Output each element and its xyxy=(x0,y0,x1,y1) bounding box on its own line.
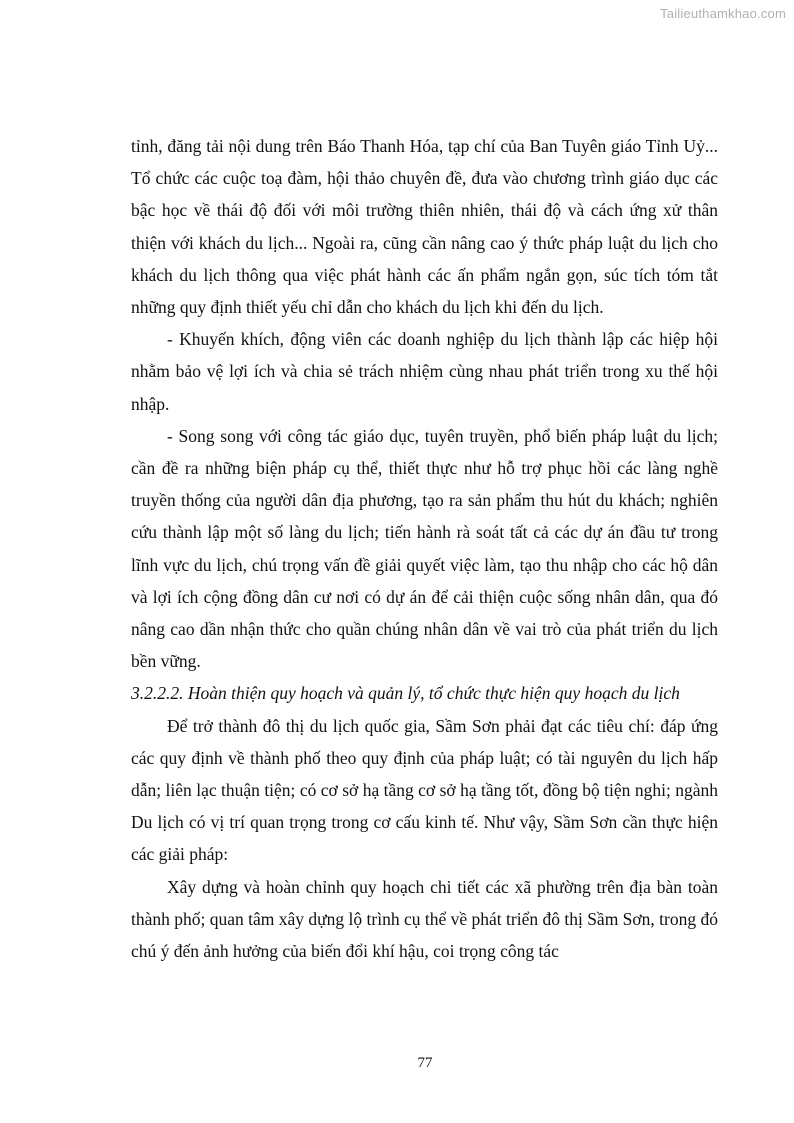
paragraph-criteria: Để trở thành đô thị du lịch quốc gia, Sầm Sơn phải đạt các tiêu chí: đáp ứng các quy định về thành phố theo quy định của pháp luật; có tài nguyên du lịch hấp dẫn; liên lạc thuận tiện; có cơ sở hạ tầng cơ sở hạ tầng tốt, đồng bộ tiện nghi; ngành Du lịch có vị trí quan trọng trong cơ cấu kinh tế. Như vậy, Sầm Sơn cần thực hiện các giải pháp: xyxy=(131,715,718,865)
paragraph-bullet-education-measures: - Song song với công tác giáo dục, tuyên truyền, phổ biến pháp luật du lịch; cần đề ra những biện pháp cụ thể, thiết thực như hỗ trợ phục hồi các làng nghề truyền thống của người dân địa phương, tạo ra sản phẩm thu hút du khách; nghiên cứu thành lập một số làng du lịch; tiến hành rà soát tất cả các dự án đầu tư trong lĩnh vực du lịch, chú trọng vấn đề giải quyết việc làm, tạo thu nhập cho các hộ dân và lợi ích cộng đồng dân cư nơi có dự án để cải thiện cuộc sống nhân dân, qua đó nâng cao dần nhận thức cho quần chúng nhân dân về vai trò của phát triển du lịch bền vững. xyxy=(131,425,718,672)
watermark: Tailieuthamkhao.com xyxy=(660,6,786,21)
document-body xyxy=(131,130,718,967)
paragraph-continuation: tỉnh, đăng tải nội dung trên Báo Thanh Hóa, tạp chí của Ban Tuyên giáo Tỉnh Uỷ... Tổ chức các cuộc toạ đàm, hội thảo chuyên đề, đưa vào chương trình giáo dục các bậc học về thái độ đối với môi trường thiên nhiên, thái độ và cách ứng xử thân thiện với khách du lịch... Ngoài ra, cũng cần nâng cao ý thức pháp luật du lịch cho khách du lịch thông qua việc phát hành các ấn phẩm ngắn gọn, súc tích tóm tắt những quy định thiết yếu chỉ dẫn cho khách du lịch khi đến du lịch. xyxy=(131,136,718,318)
paragraph-planning: Xây dựng và hoàn chỉnh quy hoạch chi tiết các xã phường trên địa bàn toàn thành phố; quan tâm xây dựng lộ trình cụ thể về phát triển đô thị Sầm Sơn, trong đó chú ý đến ảnh hưởng của biến đổi khí hậu, coi trọng công tác xyxy=(131,876,718,962)
section-heading: 3.2.2.2. Hoàn thiện quy hoạch và quản lý, tổ chức thực hiện quy hoạch du lịch xyxy=(131,683,680,704)
paragraph-bullet-encourage-enterprises: - Khuyến khích, động viên các doanh nghiệp du lịch thành lập các hiệp hội nhằm bảo vệ lợi ích và chia sẻ trách nhiệm cùng nhau phát triển trong xu thế hội nhập. xyxy=(131,329,718,414)
page-number: 77 xyxy=(417,1055,433,1071)
